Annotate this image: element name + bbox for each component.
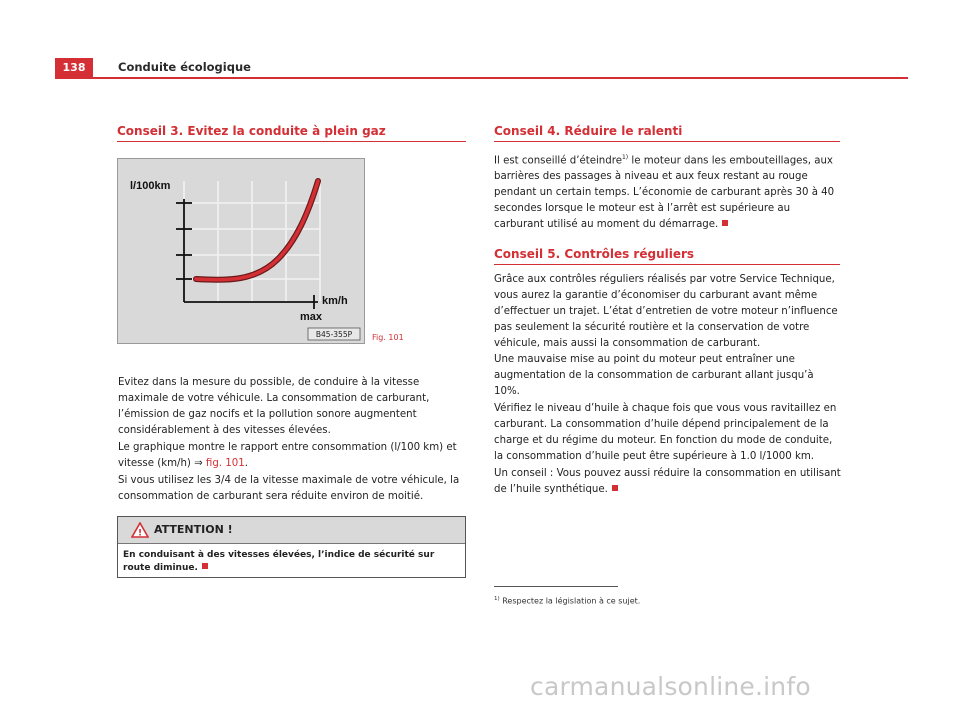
page-number: 138 — [55, 58, 93, 78]
section-rule-conseil-4 — [494, 141, 840, 142]
paragraph-4-rest: le moteur dans les embouteillages, aux barrières des passages à niveau et aux feux restant au rouge pendant un certain temps. L’économie de carburant après 30 à 40 secondes lorsque le moteur est à l’arrêt est supérieure au carburant utilisé au moment du démarrage. — [494, 155, 835, 231]
paragraph-8 — [494, 466, 842, 498]
graph-axes — [176, 199, 318, 309]
section-title-conseil-4: Conseil 4. Réduire le ralenti — [494, 124, 683, 138]
x-axis-label: km/h — [322, 295, 348, 307]
section-rule-conseil-5 — [494, 264, 840, 265]
footnote — [494, 596, 640, 606]
graph-grid — [184, 181, 320, 301]
figure-ref-link[interactable]: fig. 101 — [205, 458, 245, 469]
attention-body — [123, 549, 458, 575]
paragraph-8-text: Un conseil : Vous pouvez aussi réduire la consommation en utilisant de l’huile synthétique. — [494, 468, 841, 495]
paragraph-7: Vérifiez le niveau d’huile à chaque fois que vous vous ravitaillez en carburant. La consommation d’huile dépend principalement de la charge et du régime du moteur. En fonction du mode de conduite, la consommation d’huile peut être supérieure à 1.0 l/1000 km. — [494, 403, 837, 462]
end-marker-icon — [612, 485, 618, 491]
paragraph-2 — [118, 440, 466, 472]
paragraph-1: Evitez dans la mesure du possible, de conduire à la vitesse maximale de votre véhicule. La consommation de carburant, l’émission de gaz nocifs et la pollution sonore augmentent considérablement à des vitesses élevées. — [118, 377, 430, 436]
figure-consumption-chart — [117, 158, 365, 344]
footnote-text: Respectez la législation à ce sujet. — [499, 596, 641, 606]
end-marker-icon — [722, 220, 728, 226]
footnote-number: 1) — [494, 596, 500, 602]
footnote-marker: 1) — [621, 154, 629, 161]
consumption-curve — [196, 181, 318, 280]
section-rule-conseil-3 — [117, 141, 466, 142]
running-title: Conduite écologique — [118, 60, 251, 74]
attention-text: En conduisant à des vitesses élevées, l’indice de sécurité sur route diminue. — [123, 550, 435, 573]
y-axis-label: l/100km — [130, 180, 171, 192]
warning-icon-mark: ! — [137, 528, 143, 538]
paragraph-4-start: Il est conseillé d’éteindre — [494, 155, 622, 167]
paragraph-5: Grâce aux contrôles réguliers réalisés par votre Service Technique, vous aurez la garantie d’économiser du carburant avant même d’effectuer un trajet. L’état d’entretien de votre moteur n’influence pas seulement la sécurité routière et la conservation de votre véhicule, mais aussi la consommation de carburant. — [494, 274, 838, 349]
attention-box — [117, 516, 466, 578]
watermark: carmanualsonline.info — [530, 672, 811, 701]
section-title-conseil-3: Conseil 3. Evitez la conduite à plein gaz — [117, 124, 386, 138]
footnote-rule — [494, 586, 618, 587]
warning-icon — [131, 522, 149, 538]
attention-title: ATTENTION ! — [154, 523, 233, 536]
section-title-conseil-5: Conseil 5. Contrôles réguliers — [494, 247, 695, 261]
end-marker-icon — [202, 563, 208, 569]
figure-caption: Fig. 101 — [372, 333, 404, 342]
attention-header — [118, 517, 465, 544]
figure-code: B45-355P — [315, 330, 353, 339]
paragraph-6: Une mauvaise mise au point du moteur peut entraîner une augmentation de la consommation de carburant allant jusqu’à 10%. — [494, 354, 814, 397]
paragraph-4 — [494, 150, 842, 233]
header-rule — [55, 77, 908, 79]
paragraph-3: Si vous utilisez les 3/4 de la vitesse maximale de votre véhicule, la consommation de carburant sera réduite environ de moitié. — [118, 475, 460, 502]
paragraph-2-end: . — [244, 458, 248, 469]
paragraph-2-text: Le graphique montre le rapport entre consommation (l/100 km) et vitesse (km/h) ⇒ — [118, 442, 457, 469]
x-axis-max-label: max — [300, 311, 323, 323]
consumption-graph — [118, 159, 364, 343]
